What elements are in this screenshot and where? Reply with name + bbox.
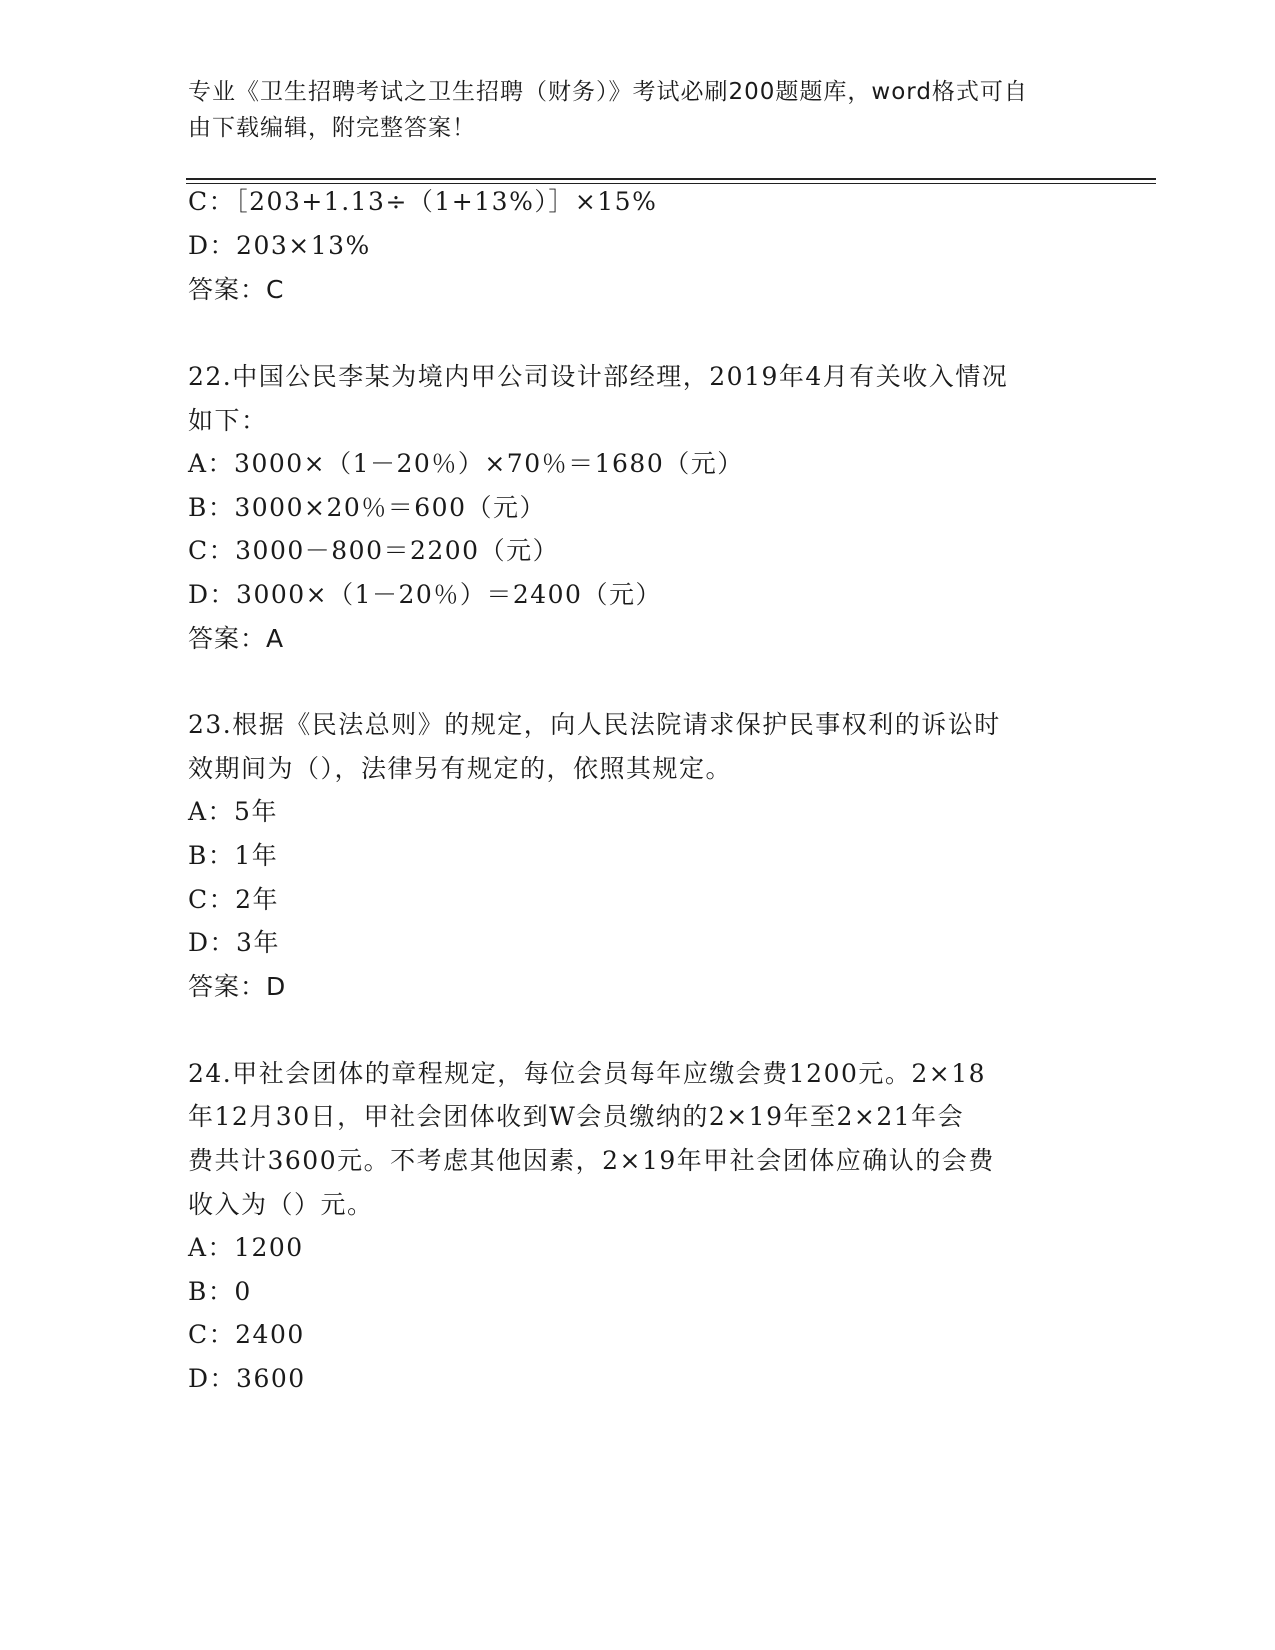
q21-option-d: D：203×13% [188,231,371,260]
q22-option-d: D：3000×（1－20％）＝2400（元） [188,580,662,609]
q22-stem-line-2: 如下： [188,406,268,435]
q24-stem-line-3: 费共计3600元。不考虑其他因素，2×19年甲社会团体应确认的会费 [188,1146,995,1175]
header-line-1: 专业《卫生招聘考试之卫生招聘（财务）》考试必刷200题题库，word格式可自 [188,79,1028,105]
q22-answer: 答案：A [188,624,285,653]
q23-stem-line-2: 效期间为（），法律另有规定的，依照其规定。 [188,754,733,783]
q24-option-c: C：2400 [188,1320,305,1349]
q23-stem-line-1: 23.根据《民法总则》的规定，向人民法院请求保护民事权利的诉讼时 [188,710,1001,739]
q22-stem-line-1: 22.中国公民李某为境内甲公司设计部经理，2019年4月有关收入情况 [188,362,1009,391]
q23-answer: 答案：D [188,972,287,1001]
q24-stem-line-1: 24.甲社会团体的章程规定，每位会员每年应缴会费1200元。2×18 [188,1059,987,1088]
q24-option-a: A：1200 [188,1233,304,1262]
q23-option-a: A：5年 [188,797,278,826]
q24-stem-line-4: 收入为（）元。 [188,1190,374,1219]
document-header [188,74,1088,146]
q21-answer: 答案：C [188,275,285,304]
q24-option-b: B：0 [188,1277,252,1306]
header-rule-thin [186,183,1156,184]
q23-option-b: B：1年 [188,841,279,870]
q22-option-a: A：3000×（1－20％）×70％＝1680（元） [188,449,744,478]
q22-option-b: B：3000×20％＝600（元） [188,493,546,522]
q23-option-c: C：2年 [188,885,280,914]
q23-option-d: D：3年 [188,928,280,957]
header-rule-thick [186,178,1156,180]
q22-option-c: C：3000－800＝2200（元） [188,536,560,565]
q21-option-c: C：［203+1.13÷（1+13%）］×15% [188,187,658,216]
q24-stem-line-2: 年12月30日，甲社会团体收到W会员缴纳的2×19年至2×21年会 [188,1102,965,1131]
header-line-2: 由下载编辑，附完整答案！ [188,115,476,141]
q24-option-d: D：3600 [188,1364,306,1393]
